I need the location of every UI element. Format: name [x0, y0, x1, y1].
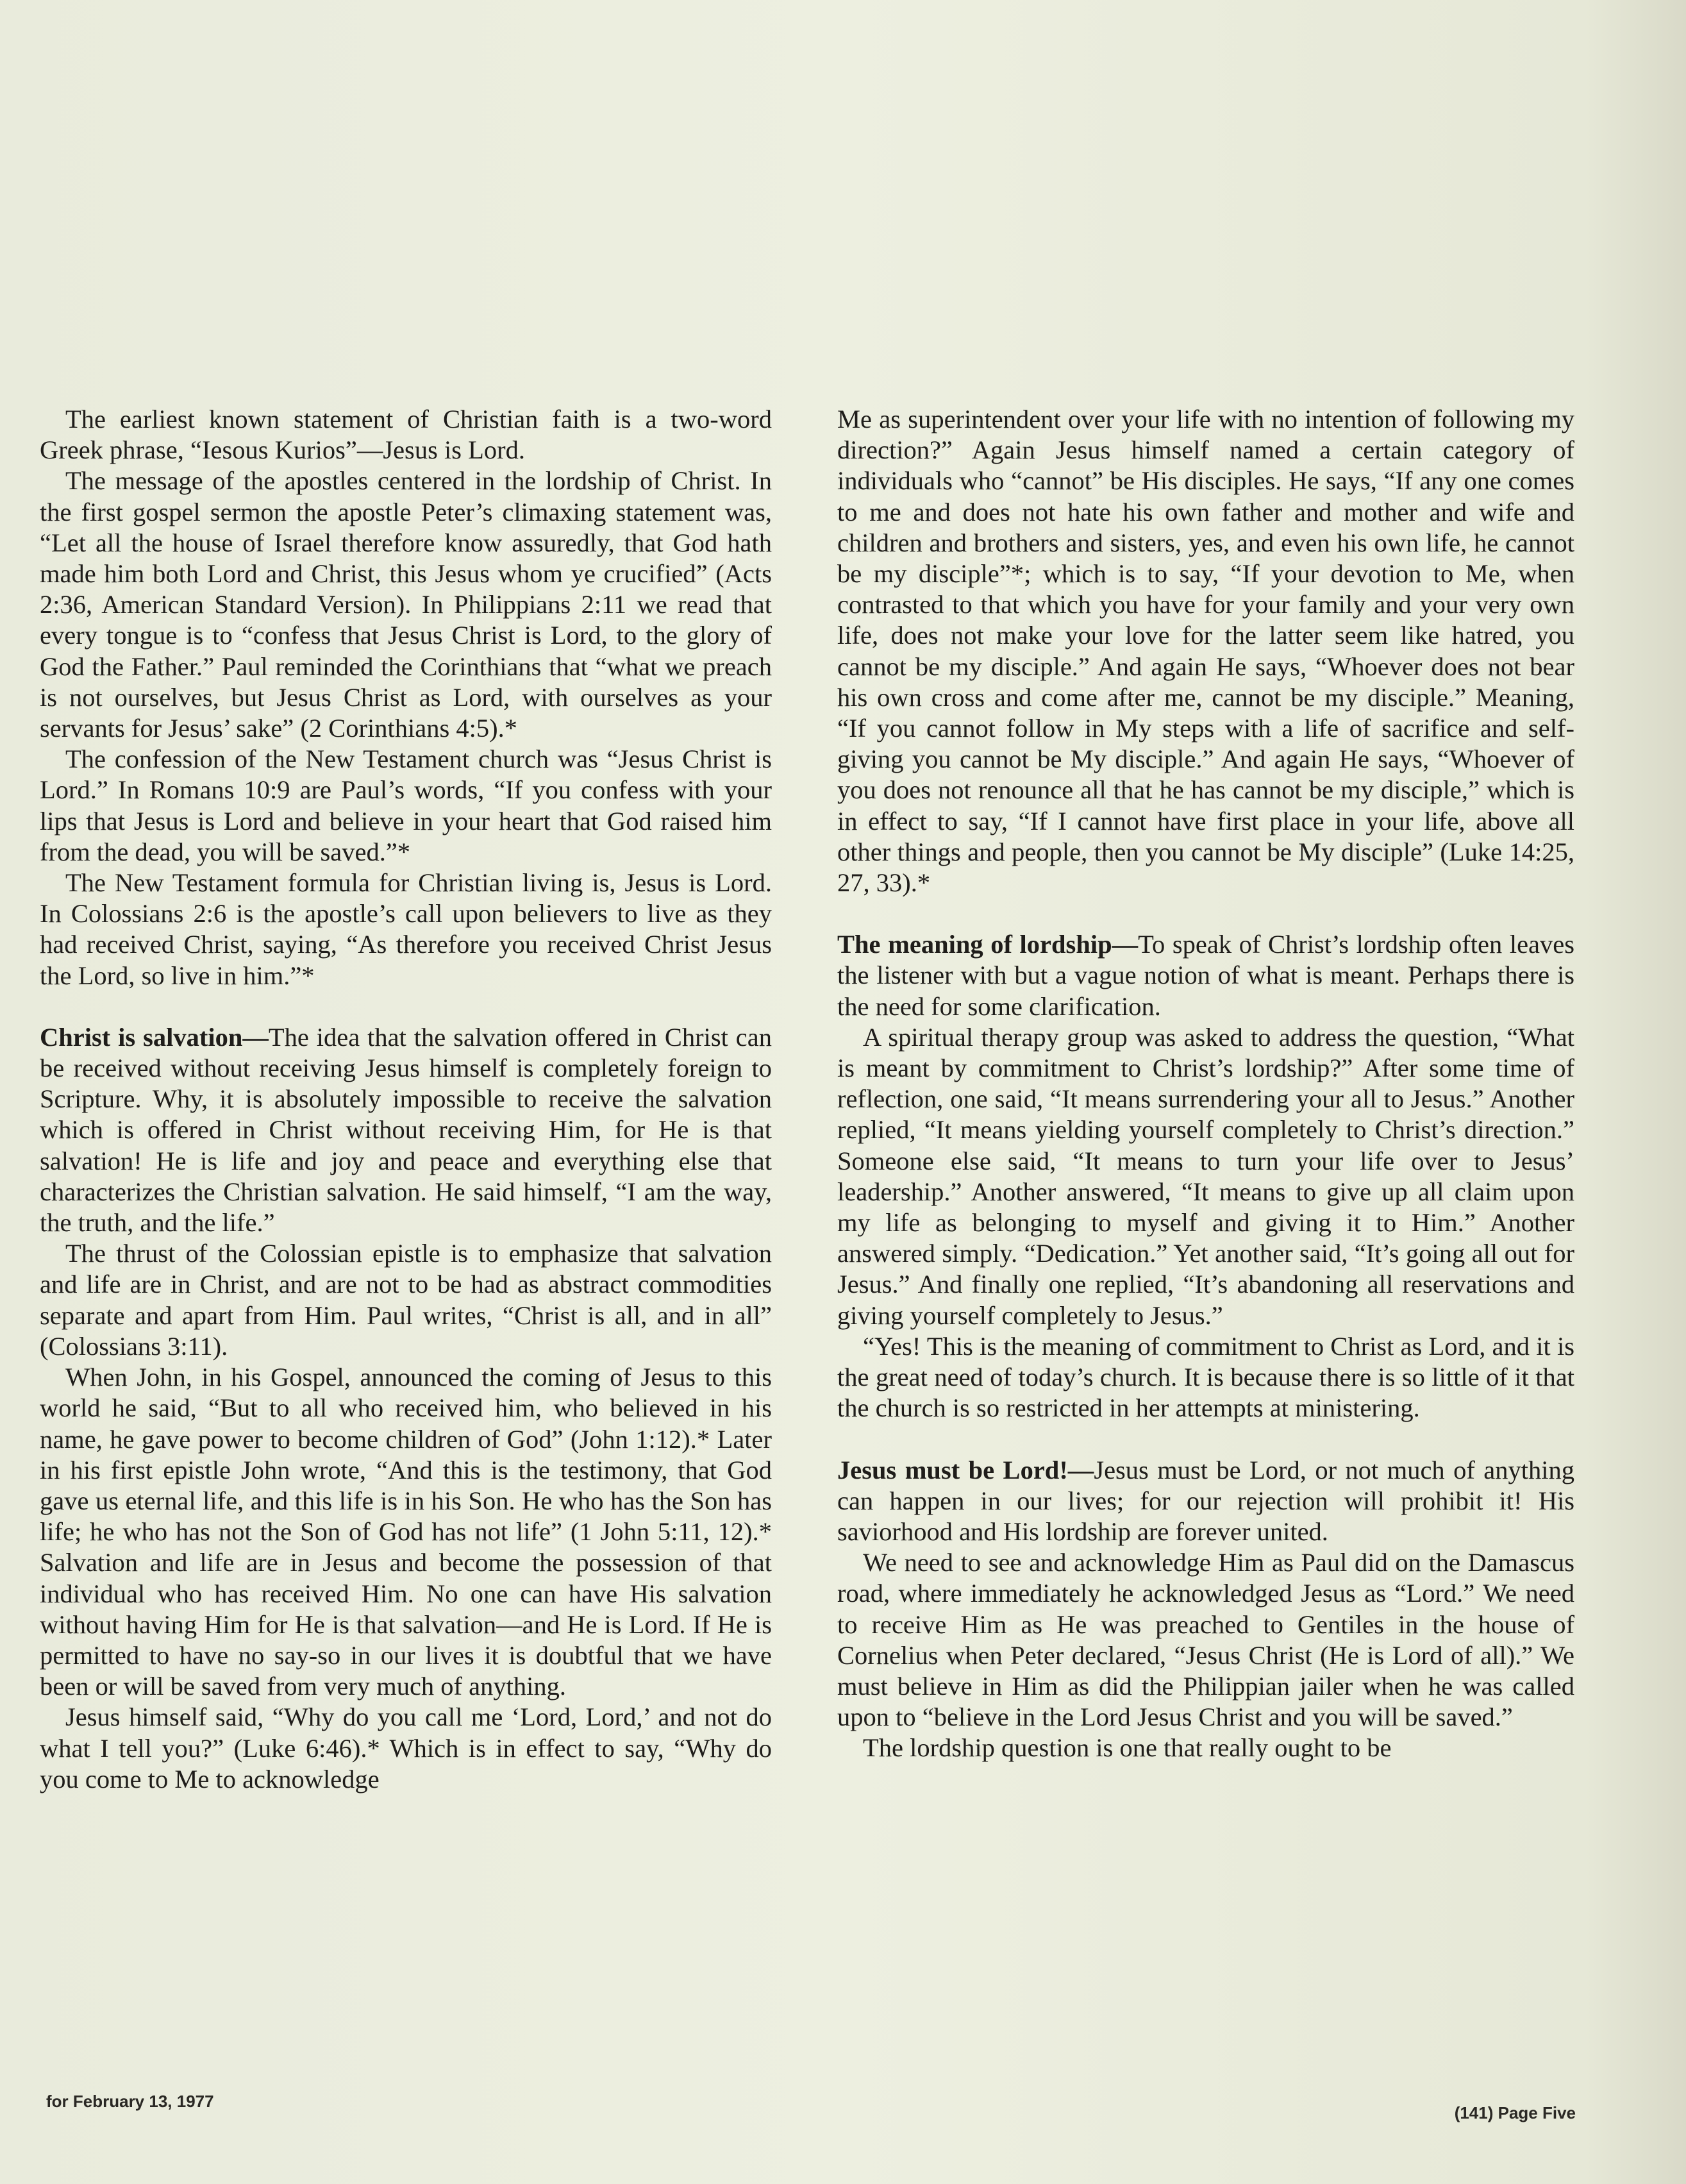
paragraph: “Yes! This is the meaning of commitment to Christ as Lord, and it is the great need of today’s church. It is because there is so little of it that the church is so restricted in her attempts at ministering.: [837, 1331, 1574, 1423]
subheading: Christ is salvation—: [40, 1022, 269, 1052]
paragraph: A spiritual therapy group was asked to address the question, “What is meant by commitment to Christ’s lordship?” After some time of reflection, one said, “It means surrendering your all to Jesus.” Another replied, “It means yielding yourself completely to Christ’s direction.” Someone else said, “It means to turn your life over to Jesus’ leadership.” Another answered, “It means to give up all claim upon my life as belonging to myself and giving it to Him.” Another answered simply. “Dedication.” Yet another said, “It’s going all out for Jesus.” And finally one replied, “It’s abandoning all reservations and giving yourself completely to Jesus.”: [837, 1022, 1574, 1330]
subheading-paragraph: [837, 929, 1574, 1022]
subheading-paragraph: [837, 1455, 1574, 1548]
subheading: The meaning of lordship—: [837, 930, 1139, 959]
page-number: (141) Page Five: [1454, 2103, 1576, 2122]
paragraph: When John, in his Gospel, announced the coming of Jesus to this world he said, “But to all who received him, who believed in his name, he gave power to become children of God” (John 1:12).* Later in his first epistle John wrote, “And this is the testimony, that God gave us eternal life, and this life is in his Son. He who has the Son has life; he who has not the Son of God has not life” (1 John 5:11, 12).* Salvation and life are in Jesus and become the possession of that individual who has received Him. No one can have His salvation without having Him for He is that salvation—and He is Lord. If He is permitted to have no say-so in our lives it is doubtful that we have been or will be saved from very much of anything.: [40, 1363, 772, 1701]
paragraph-text: Jesus must be Lord, or not much of anything can happen in our lives; for our rejection will prohibit it! His saviorhood and His lordship are forever united.: [837, 1455, 1574, 1546]
paragraph: We need to see and acknowledge Him as Paul did on the Damascus road, where immediately he acknowledged Jesus as “Lord.” We need to receive Him as He was preached to Gentiles in the house of Cornelius when Peter declared, “Jesus Christ (He is Lord of all).” We must believe in Him as did the Philippian jailer when he was called upon to “believe in the Lord Jesus Christ and you will be saved.”: [837, 1548, 1574, 1732]
paragraph: Jesus himself said, “Why do you call me ‘Lord, Lord,’ and not do what I tell you?” (Luke 6:46).* Which is in effect to say, “Why do you come to Me to acknowledge: [40, 1702, 772, 1793]
paragraph: Me as superintendent over your life with no intention of following my direction?” Again Jesus himself named a certain category of individuals who “cannot” be His disciples. He says, “If any one comes to me and does not hate his own father and mother and wife and children and brothers and sisters, yes, and even his own life, he cannot be my disciple”*; which is to say, “If your devotion to Me, when contrasted to that which you have for your family and your very own life, does not make your love for the latter seem like hatred, you cannot be my disciple.” And again He says, “Whoever does not bear his own cross and come after me, cannot be my disciple.” Meaning, “If you cannot follow in My steps with a life of sacrifice and self-giving you cannot be My disciple.” And again He says, “Whoever of you does not renounce all that he has cannot be my disciple,” which is in effect to say, “If I cannot have first place in your life, above all other things and people, then you cannot be My disciple” (Luke 14:25, 27, 33).*: [837, 405, 1574, 898]
subheading: Jesus must be Lord!—: [837, 1455, 1094, 1484]
paragraph: The New Testament formula for Christian living is, Jesus is Lord. In Colossians 2:6 is the apostle’s call upon believers to live as they had received Christ, saying, “As therefore you received Christ Jesus the Lord, so live in him.”*: [40, 868, 772, 990]
paragraph: The lordship question is one that really ought to be: [863, 1733, 1392, 1763]
paragraph: The thrust of the Colossian epistle is to emphasize that salvation and life are in Christ, and are not to be had as abstract commodities separate and apart from Him. Paul writes, “Christ is all, and in all” (Colossians 3:11).: [40, 1239, 772, 1361]
right-column: [837, 404, 1574, 1764]
subheading-paragraph: [40, 1022, 772, 1238]
paragraph: The message of the apostles centered in the lordship of Christ. In the first gospel sermon the apostle Peter’s climaxing statement was, “Let all the house of Israel therefore know assuredly, that God hath made him both Lord and Christ, this Jesus whom ye crucified” (Acts 2:36, American Standard Version). In Philippians 2:11 we read that every tongue is to “confess that Jesus Christ is Lord, to the glory of God the Father.” Paul reminded the Corinthians that “what we preach is not ourselves, but Jesus Christ as Lord, with ourselves as your servants for Jesus’ sake” (2 Corinthians 4:5).*: [40, 466, 772, 743]
paragraph-text: To speak of Christ’s lordship often leaves the listener with but a vague notion of what is meant. Perhaps there is the need for some clarification.: [837, 930, 1575, 1021]
paragraph: The earliest known statement of Christian faith is a two-word Greek phrase, “Iesous Kurios”—Jesus is Lord.: [40, 405, 772, 465]
paragraph-text: The idea that the salvation offered in Christ can be received without receiving Jesus himself is completely foreign to Scripture. Why, it is absolutely impossible to receive the salvation which is offered in Christ without receiving Him, for He is that salvation! He is life and joy and peace and everything else that characterizes the Christian salvation. He said himself, “I am the way, the truth, and the life.”: [40, 1022, 772, 1238]
paragraph: The confession of the New Testament church was “Jesus Christ is Lord.” In Romans 10:9 are Paul’s words, “If you confess with your lips that Jesus is Lord and believe in your heart that God raised him from the dead, you will be saved.”*: [40, 744, 772, 866]
footer-date: for February 13, 1977: [46, 2092, 214, 2111]
left-column: [40, 404, 772, 1795]
